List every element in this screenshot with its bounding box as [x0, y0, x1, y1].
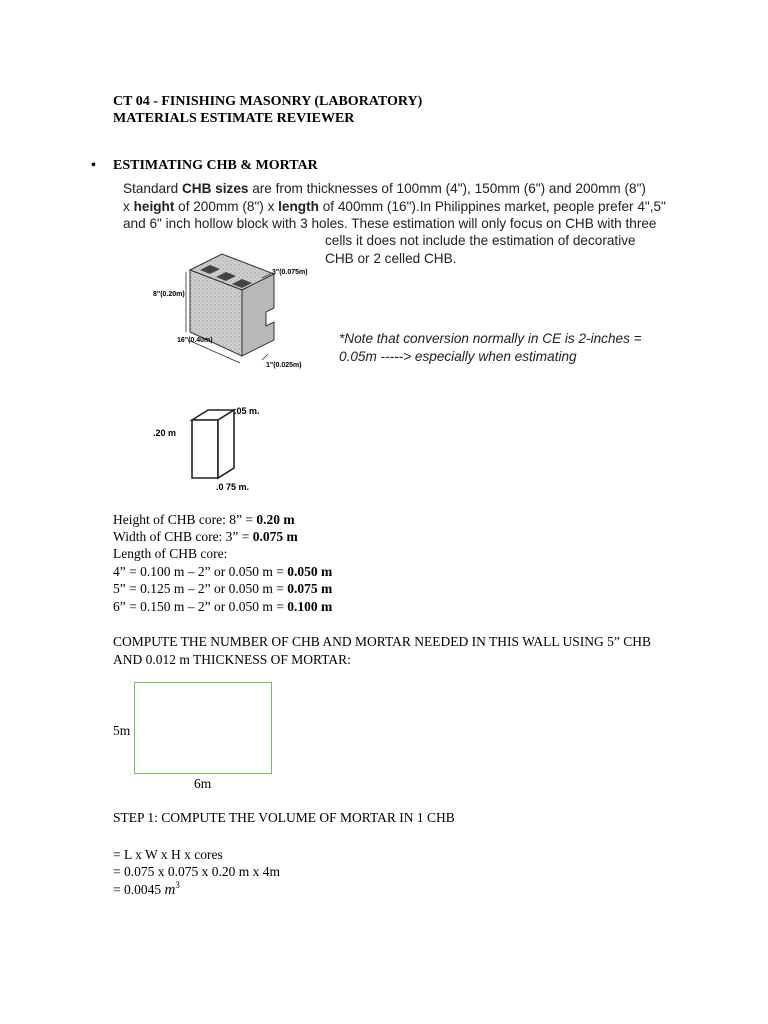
- step1-result: = 0.0045: [113, 882, 165, 897]
- block-label-height: 8"(0.20m): [153, 291, 185, 298]
- step1-formula-3: [113, 882, 180, 899]
- core-width-line: [113, 529, 298, 545]
- wall-height-label: 5m: [113, 723, 131, 738]
- note-line-2: 0.05m -----> especially when estimating: [339, 349, 577, 364]
- dim-text: 4” = 0.100 m – 2” or 0.050 m =: [113, 564, 288, 579]
- core-height-line: [113, 512, 295, 528]
- core-label-bottom: .0 75 m.: [216, 482, 250, 492]
- hollow-block-illustration: [150, 248, 330, 378]
- intro-text: x: [123, 199, 134, 214]
- bullet-icon: •: [91, 158, 96, 173]
- intro-text: of 400mm (16").In Philippines market, people prefer 4",5": [318, 199, 666, 214]
- problem-line-2: AND 0.012 m THICKNESS OF MORTAR:: [113, 652, 351, 667]
- step1-title: STEP 1: COMPUTE THE VOLUME OF MORTAR IN 1 CHB: [113, 810, 455, 825]
- wall-rectangle: [134, 682, 272, 774]
- step1-unit: m: [164, 882, 176, 898]
- core-length-5in: [113, 581, 332, 597]
- dim-text: 5” = 0.125 m – 2” or 0.050 m =: [113, 581, 288, 596]
- step1-exponent: 3: [175, 880, 180, 890]
- core-length-6in: [113, 599, 332, 615]
- intro-bold: CHB sizes: [181, 181, 249, 196]
- intro-line-5: CHB or 2 celled CHB.: [325, 251, 457, 266]
- dim-text: Height of CHB core: 8” =: [113, 512, 257, 527]
- dim-value: 0.100 m: [287, 599, 333, 614]
- core-box-illustration: [188, 404, 248, 484]
- intro-text: Standard: [123, 181, 182, 196]
- problem-line-1: COMPUTE THE NUMBER OF CHB AND MORTAR NEEDED IN THIS WALL USING 5” CHB: [113, 634, 652, 649]
- block-label-top: 3"(0.075m): [272, 269, 308, 276]
- note-line-1: *Note that conversion normally in CE is 2-inches =: [339, 331, 642, 346]
- wall-width-label: 6m: [194, 776, 212, 791]
- intro-bold: length: [278, 199, 319, 214]
- block-label-bottom: 1"(0.025m): [266, 362, 302, 369]
- section-title: ESTIMATING CHB & MORTAR: [113, 158, 318, 173]
- dim-value: 0.075 m: [287, 581, 333, 596]
- step1-formula-1: = L x W x H x cores: [113, 847, 223, 862]
- block-label-length: 16"(0.40m): [177, 337, 213, 344]
- intro-line-3: and 6" inch hollow block with 3 holes. These estimation will only focus on CHB with three: [123, 216, 657, 231]
- doc-title: CT 04 - FINISHING MASONRY (LABORATORY): [113, 94, 423, 109]
- intro-text: are from thicknesses of 100mm (4"), 150mm (6") and 200mm (8"): [248, 181, 646, 196]
- core-length-4in: [113, 564, 332, 580]
- intro-line-4: cells it does not include the estimation of decorative: [325, 233, 636, 248]
- intro-line-2: [123, 199, 666, 214]
- step1-formula-2: = 0.075 x 0.075 x 0.20 m x 4m: [113, 864, 280, 879]
- core-label-height: .20 m: [153, 428, 177, 438]
- core-label-top: .05 m.: [234, 406, 260, 416]
- dim-value: 0.20 m: [256, 512, 295, 527]
- dim-text: 6” = 0.150 m – 2” or 0.050 m =: [113, 599, 288, 614]
- doc-subtitle: MATERIALS ESTIMATE REVIEWER: [113, 111, 355, 126]
- core-length-heading: Length of CHB core:: [113, 546, 228, 561]
- intro-bold: height: [133, 199, 175, 214]
- dim-value: 0.050 m: [287, 564, 333, 579]
- intro-text: of 200mm (8") x: [174, 199, 279, 214]
- dim-value: 0.075 m: [252, 529, 298, 544]
- intro-line-1: [123, 181, 646, 196]
- dim-text: Width of CHB core: 3” =: [113, 529, 253, 544]
